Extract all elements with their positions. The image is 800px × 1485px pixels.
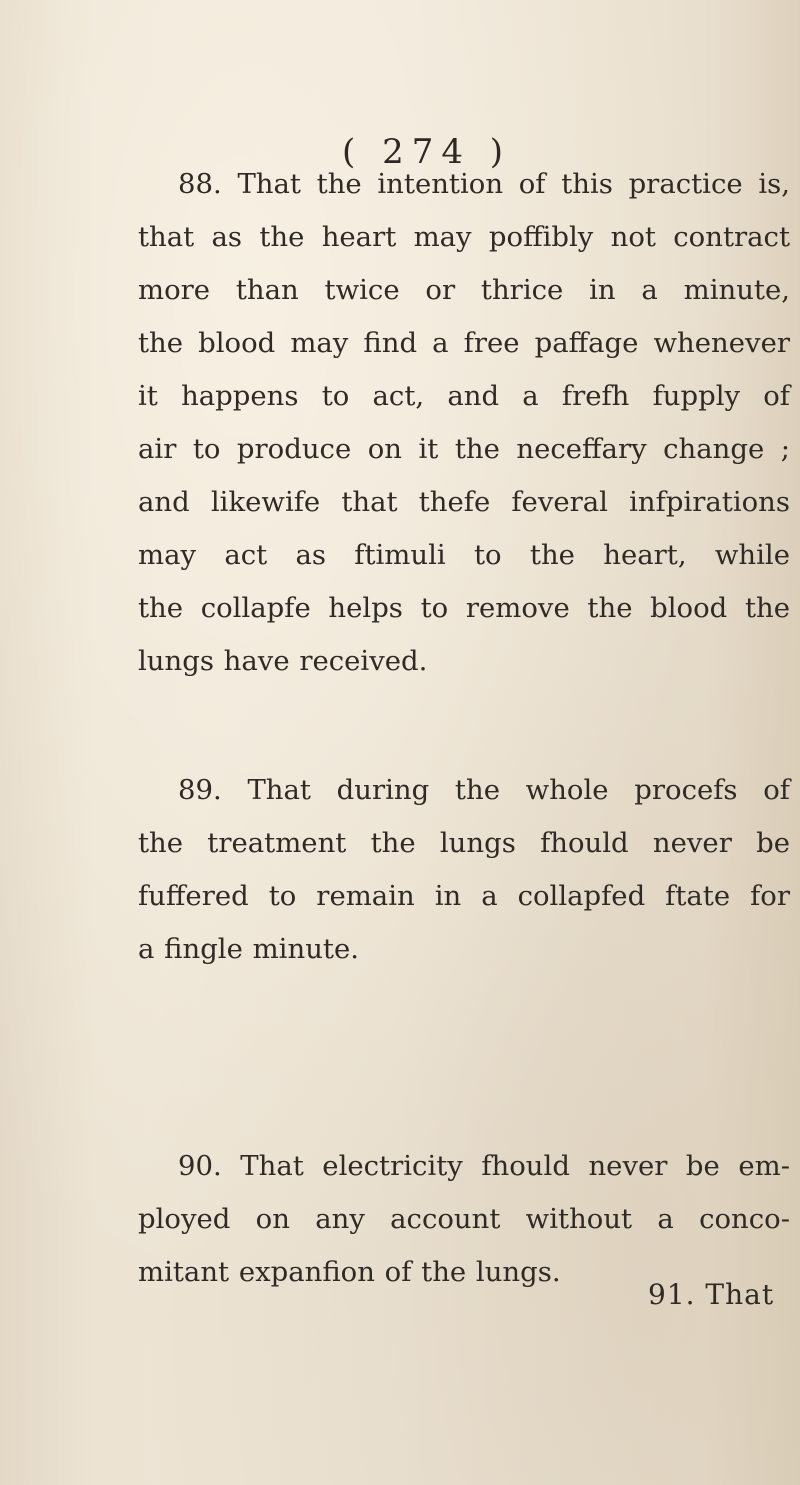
text-line: may act as ftimuli to the heart, while: [138, 539, 790, 571]
text-line: mitant expanfion of the lungs.: [138, 1256, 561, 1288]
paragraph-89: [138, 764, 790, 976]
text-line: 90. That electricity fhould never be em-: [178, 1150, 790, 1182]
text-line: that as the heart may poffibly not contract: [138, 221, 790, 253]
text-line: air to produce on it the neceffary change ;: [138, 433, 790, 465]
text-line: it happens to act, and a frefh fupply of: [138, 380, 790, 412]
text-line: lungs have received.: [138, 645, 428, 677]
text-line: the blood may find a free paffage whenever: [138, 327, 790, 359]
text-line: the treatment the lungs fhould never be: [138, 827, 790, 859]
text-line: fuffered to remain in a collapfed ftate for: [138, 880, 790, 912]
text-line: ployed on any account without a conco-: [138, 1203, 790, 1235]
text-line: the collapfe helps to remove the blood the: [138, 592, 790, 624]
catchword: 91. That: [648, 1278, 775, 1311]
text-line: a fingle minute.: [138, 933, 359, 965]
text-line: 88. That the intention of this practice is,: [178, 168, 790, 200]
paragraph-88: [138, 158, 790, 688]
text-line: 89. That during the whole procefs of: [178, 774, 790, 806]
text-line: and likewife that thefe feveral infpirations: [138, 486, 790, 518]
text-line: more than twice or thrice in a minute,: [138, 274, 790, 306]
paragraph-90: [138, 1140, 790, 1299]
page-number: ( 274 ): [342, 132, 512, 172]
